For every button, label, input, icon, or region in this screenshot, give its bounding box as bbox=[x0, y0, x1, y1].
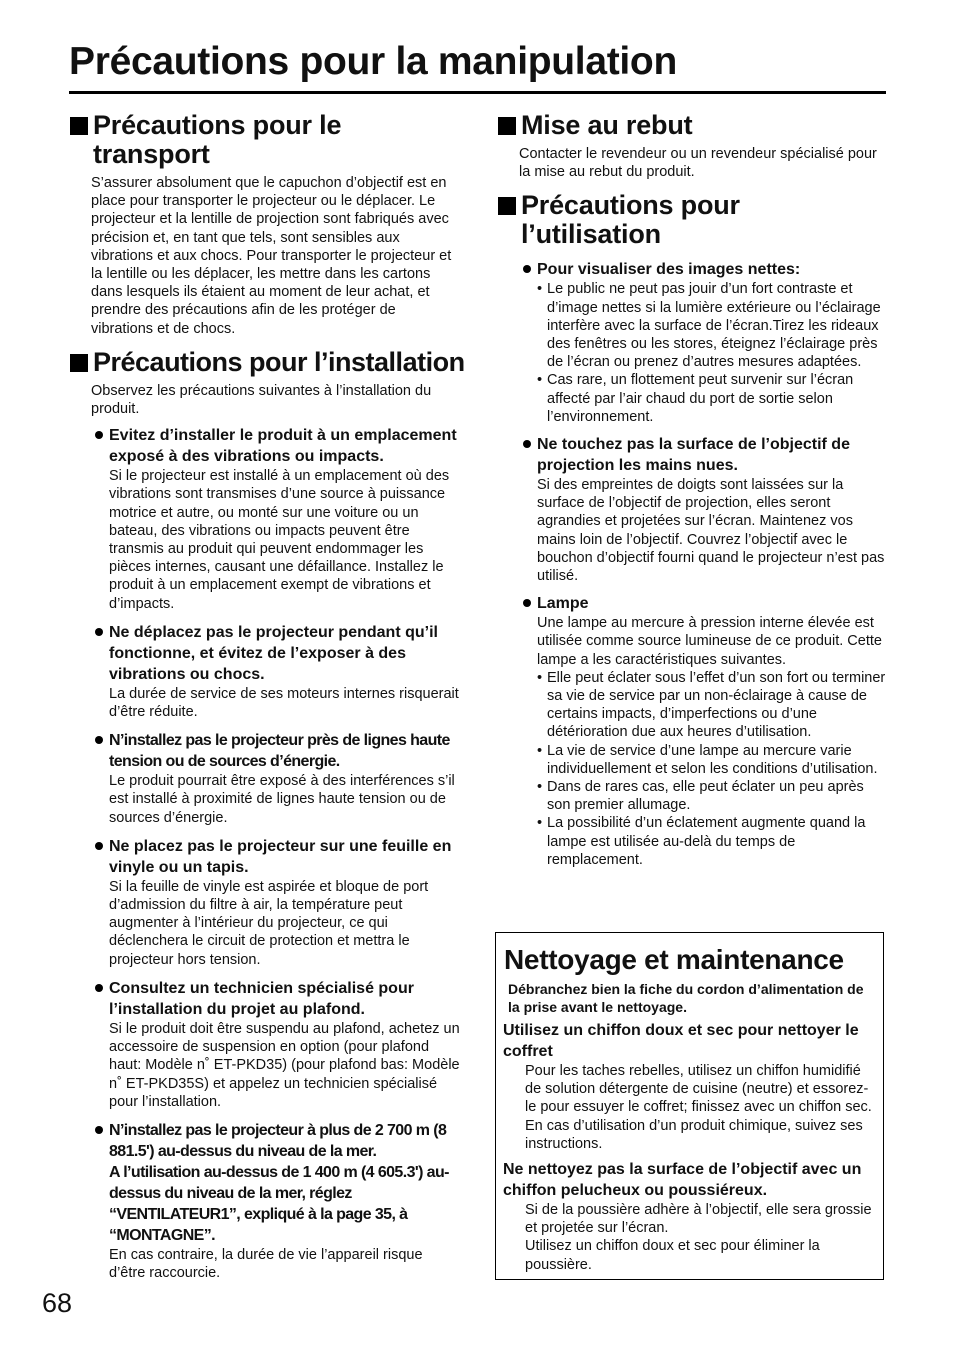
bullet-dot-icon bbox=[95, 431, 103, 439]
installation-item bbox=[95, 1120, 461, 1282]
usage-section bbox=[496, 191, 888, 869]
bullet-dot-icon bbox=[95, 1126, 103, 1134]
title-rule bbox=[69, 91, 886, 94]
maintenance-items bbox=[503, 1020, 875, 1274]
installation-item-title-2: A l’utilisation au-dessus de 1 400 m (4 605.3') au-dessus du niveau de la mer, réglez “VENTILATEUR1”, expliqué à la page 35, à “MONTAGNE”. bbox=[109, 1163, 449, 1244]
maintenance-heading: Nettoyage et maintenance bbox=[504, 944, 844, 975]
installation-item-text: En cas contraire, la durée de vie l’appareil risque d’être raccourcie. bbox=[109, 1246, 423, 1282]
installation-heading-text: Précautions pour l’installation bbox=[93, 346, 465, 377]
bullet-dot-icon bbox=[95, 842, 103, 850]
left-column bbox=[68, 110, 465, 1282]
maintenance-box bbox=[495, 932, 884, 1280]
installation-item-title: Ne déplacez pas le projecteur pendant qu’il fonctionne, et évitez de l’exposer à des vibrations ou chocs. bbox=[109, 623, 438, 683]
right-column bbox=[496, 111, 888, 869]
installation-item bbox=[95, 425, 461, 613]
sub-bullet-icon: • bbox=[537, 372, 543, 389]
installation-item-text: Si le produit doit être suspendu au plafond, achetez un accessoire de suspension en option (pour plafond haut: Modèle n˚ ET-PKD35) (pour plafond bas: Modèle n˚ ET-PKD35S) et appelez un technicien spécialisé pour l’installation. bbox=[109, 1020, 460, 1110]
bullet-dot-icon bbox=[523, 440, 531, 448]
installation-item-title: N’installez pas le projecteur à plus de 2 700 m (8 881.5') au-dessus du niveau de la mer. bbox=[109, 1121, 447, 1160]
sub-bullet-text: Dans de rares cas, elle peut éclater un peu après son premier allumage. bbox=[547, 779, 864, 814]
sub-bullet-text: Cas rare, un flottement peut survenir sur l’écran affecté par l’air chaud du port de sortie selon l’environnement. bbox=[547, 372, 854, 425]
usage-item-text: Si des empreintes de doigts sont laissées sur la surface de l’objectif de projection, elles seront agrandies et projetées sur l’écran. Maintenez vos mains loin de l’objectif. Couvrez l’objectif avec le bouchon d’objectif fourni quand le projecteur n’est pas utilisé. bbox=[537, 477, 885, 585]
usage-item-title: Ne touchez pas la surface de l’objectif de projection les mains nues. bbox=[537, 436, 850, 475]
installation-item bbox=[95, 836, 461, 969]
installation-item-text: La durée de service de ses moteurs internes risquerait d’être réduite. bbox=[109, 685, 459, 721]
installation-item-text: Si le projecteur est installé à un emplacement où des vibrations sont transmises d’une source à puissance motrice et autre, ou monté sur une voiture ou un bateau, des vibrations ou impacts peuvent être transmis au produit qui peuvent endommager les pièces internes, causant une défaillance. Installez le produit à un emplacement exempt de vibrations et d’impacts. bbox=[109, 468, 450, 612]
bullet-dot-icon bbox=[95, 736, 103, 744]
square-bullet-icon bbox=[70, 354, 88, 372]
transport-heading-text: Précautions pour le transport bbox=[93, 110, 342, 169]
usage-item bbox=[523, 259, 888, 426]
sub-bullet-icon: • bbox=[537, 779, 543, 796]
square-bullet-icon bbox=[70, 117, 88, 135]
sub-bullet-icon: • bbox=[537, 669, 543, 686]
transport-heading bbox=[68, 111, 461, 169]
sub-bullet bbox=[537, 371, 888, 426]
square-bullet-icon bbox=[498, 117, 516, 135]
installation-heading bbox=[68, 346, 465, 377]
installation-item-text: Si la feuille de vinyle est aspirée et bloque de port d’admission du filtre à air, la température peut augmenter à l’intérieur du projecteur, ce qui déclenchera le circuit de protection et mettra le projecteur hors tension. bbox=[109, 878, 429, 968]
bullet-dot-icon bbox=[95, 984, 103, 992]
usage-heading-text: Précautions pour l’utilisation bbox=[521, 190, 740, 250]
installation-item-title: Consultez un technicien spécialisé pour l’installation du projet au plafond. bbox=[109, 979, 414, 1018]
square-bullet-icon bbox=[498, 197, 516, 215]
sub-bullet bbox=[537, 669, 888, 742]
bullet-dot-icon bbox=[523, 599, 531, 607]
disposal-section bbox=[496, 111, 888, 181]
usage-item-title: Pour visualiser des images nettes: bbox=[537, 261, 801, 279]
installation-item-title: N’installez pas le projecteur près de lignes haute tension ou de sources d’énergie. bbox=[109, 732, 450, 771]
maintenance-item-title: Utilisez un chiffon doux et sec pour nettoyer le coffret bbox=[503, 1022, 859, 1060]
sub-bullet bbox=[537, 814, 888, 869]
disposal-heading-text: Mise au rebut bbox=[521, 110, 693, 140]
installation-item bbox=[95, 622, 461, 721]
sub-bullet bbox=[537, 778, 888, 814]
sub-bullet-text: La vie de service d’une lampe au mercure varie individuellement et selon les conditions d’utilisation. bbox=[547, 742, 878, 777]
transport-section bbox=[68, 111, 461, 338]
sub-bullet-text: La possibilité d’un éclatement augmente quand la lampe est utilisée au-delà du temps de remplacement. bbox=[547, 815, 866, 868]
maintenance-item-text-2: Utilisez un chiffon doux et sec pour éliminer la poussière. bbox=[525, 1238, 820, 1273]
sub-bullet-icon: • bbox=[537, 815, 543, 832]
bullet-dot-icon bbox=[523, 265, 531, 273]
maintenance-item-text: Pour les taches rebelles, utilisez un chiffon humidifié de solution détergente de cuisine (neutre) et essorez-le pour essuyer le coffret; finissez avec un chiffon sec. En cas d’utilisation d’un produit chimique, suivez ses instructions. bbox=[525, 1063, 872, 1152]
usage-heading bbox=[496, 191, 888, 249]
sub-bullet-text: Le public ne peut pas jouir d’un fort contraste et d’image nettes si la lumière extérieure ou l’éclairage interfère avec la surface de l’écran.Tirez les rideaux des fenêtres ou les stores, éteignez l’éclairage près de l’écran ou prenez d’autres mesures adaptées. bbox=[547, 281, 881, 371]
installation-intro: Observez les précautions suivantes à l’installation du produit. bbox=[91, 382, 432, 418]
installation-item-text: Le produit pourrait être exposé à des interférences s’il est installé à proximité de lignes haute tension ou de sources d’énergie. bbox=[109, 773, 455, 826]
usage-item bbox=[523, 434, 888, 585]
page-number: 68 bbox=[42, 1288, 73, 1318]
disposal-text: Contacter le revendeur ou un revendeur spécialisé pour la mise au rebut du produit. bbox=[519, 146, 877, 181]
bullet-dot-icon bbox=[95, 628, 103, 636]
sub-bullet-icon: • bbox=[537, 742, 543, 759]
usage-item-text: Une lampe au mercure à pression interne élevée est utilisée comme source lumineuse de ce produit. Cette lampe a les caractéristiques suivantes. bbox=[537, 615, 882, 668]
sub-bullet-text: Elle peut éclater sous l’effet d’un son fort ou terminer sa vie de service par un non-éclairage à cause de certains impacts, d’imperfections ou d’une détérioration due aux heures d’utilisation. bbox=[547, 669, 886, 741]
installation-section bbox=[68, 346, 465, 1282]
maintenance-warning: Débranchez bien la fiche du cordon d’alimentation de la prise avant le nettoyage. bbox=[508, 981, 864, 1015]
installation-item bbox=[95, 730, 461, 827]
installation-item bbox=[95, 978, 461, 1111]
usage-item bbox=[523, 593, 888, 869]
disposal-heading bbox=[496, 111, 888, 140]
page-title: Précautions pour la manipulation bbox=[69, 40, 677, 83]
installation-item-title: Ne placez pas le projecteur sur une feuille en vinyle ou un tapis. bbox=[109, 837, 452, 876]
sub-bullet bbox=[537, 280, 888, 371]
installation-item-title: Evitez d’installer le produit à un emplacement exposé à des vibrations ou impacts. bbox=[109, 427, 457, 466]
transport-text: S’assurer absolument que le capuchon d’objectif est en place pour transporter le projecteur ou le déplacer. Le projecteur et la lentille de projection sont fabriqués avec précision et, en tant que tels, sont sensibles aux vibrations et aux chocs. Pour transporter le projecteur et la lentille ou les déplacer, les mettre dans les cartons dans lesquels ils étaient au moment de leur achat, et prendre des précautions afin de les protéger de vibrations et de chocs. bbox=[91, 175, 452, 337]
maintenance-item-title: Ne nettoyez pas la surface de l’objectif avec un chiffon pelucheux ou poussiéreux. bbox=[503, 1161, 862, 1200]
sub-bullet-icon: • bbox=[537, 281, 543, 298]
maintenance-item-text: Si de la poussière adhère à l’objectif, elle sera grossie et projetée sur l’écran. bbox=[525, 1202, 872, 1237]
usage-item-title: Lampe bbox=[537, 595, 589, 613]
sub-bullet bbox=[537, 742, 888, 778]
